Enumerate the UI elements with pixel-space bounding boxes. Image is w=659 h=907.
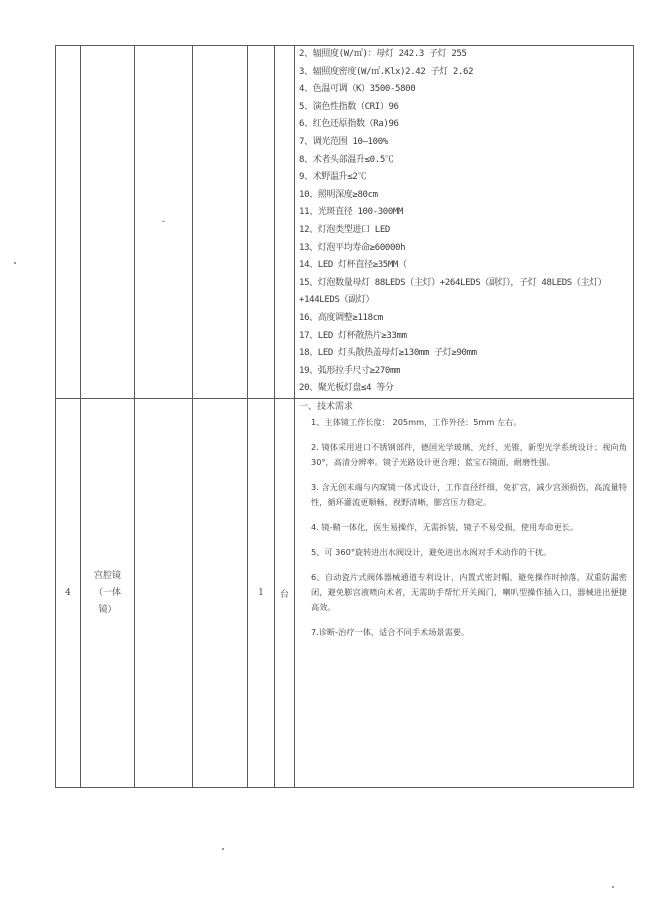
requirement-item: 3. 含无创末端与内窥镜一体式设计，工作直径纤细，免扩宫，减少宫颈损伤，高流量特性，循环灌流更顺畅，视野清晰，膨宫压力稳定。 bbox=[311, 482, 627, 507]
spec-list bbox=[295, 46, 633, 398]
spec-item: 14、LED 灯杯直径≥35MM（ bbox=[299, 260, 407, 271]
spec-item: 11、光斑直径 100-300MM bbox=[299, 207, 404, 218]
requirement-item: 6、自动瓷片式阀体器械通道专利设计，内置式密封帽，避免操作时掉落，双重防漏密闭，避免膨宫液喷向术者，无需助手帮忙开关阀门，喇叭型操作插入口，器械进出便捷高效。 bbox=[311, 572, 627, 612]
scan-speck bbox=[222, 848, 224, 850]
requirement-item: 2. 镜体采用进口不锈钢部件，德国光学玻璃、光纤、光锥，新型光学系统设计；视向角 30°，高清分辨率。镜子光路设计更合理；蓝宝石镜面，耐磨性强。 bbox=[311, 442, 627, 467]
spec-item: 17、LED 灯杯散热片≥33mm bbox=[299, 330, 407, 341]
name-cell bbox=[81, 399, 135, 788]
index-cell bbox=[56, 46, 81, 399]
spec-item: 15、灯泡数量母灯 88LEDS（主灯）+264LEDS（副灯），子灯 48LEDS（主灯）+144LEDS（副灯） bbox=[299, 277, 607, 306]
spec-item: 4、色温可调（K）3500-5800 bbox=[299, 84, 416, 95]
spec-item: 18、LED 灯头散热盖母灯≥130mm 子灯≥90mm bbox=[299, 348, 477, 359]
index-cell bbox=[56, 399, 81, 788]
spec-item: 20、聚光板灯盘≤4 等分 bbox=[299, 383, 394, 394]
spec-item: 12、灯泡类型进口 LED bbox=[299, 225, 390, 235]
spec-table bbox=[55, 45, 634, 788]
spec-item: 10、照明深度≥80cm bbox=[299, 189, 378, 200]
requirement-item: 7.诊断-治疗一体，适合不同手术场景需要。 bbox=[311, 627, 470, 637]
requirements-cell bbox=[295, 399, 634, 788]
requirements-heading: 一、技术需求 bbox=[299, 402, 354, 412]
quantity: 1 bbox=[258, 588, 264, 598]
spec-cell bbox=[295, 46, 634, 399]
spec-item: 3、辐照度密度(W/㎡.Klx)2.42 子灯 2.62 bbox=[299, 66, 474, 77]
qty-cell bbox=[248, 46, 275, 399]
spec-item: 8、术者头部温升≤0.5℃ bbox=[299, 154, 394, 165]
product-name-line: （一体 bbox=[93, 587, 121, 598]
requirement-item: 1、主体镜工作长度： 205mm，工作外径：5mm 左右。 bbox=[311, 417, 522, 427]
unit-cell bbox=[275, 399, 295, 788]
spec-item: 9、术野温升≤2℃ bbox=[299, 172, 367, 183]
spec-item: 13、灯泡平均寿命≥60000h bbox=[299, 242, 406, 253]
mark-cell bbox=[135, 46, 193, 399]
product-name-line: 镜） bbox=[98, 604, 117, 615]
spec-item: 16、高度调整≥118cm bbox=[299, 312, 383, 323]
spec-item: 5、演色性指数（CRI）96 bbox=[299, 101, 399, 112]
blank-cell bbox=[193, 399, 248, 788]
spec-item: 2、辐照度(W/㎡)：母灯 242.3 子灯 255 bbox=[299, 49, 467, 60]
requirement-item: 5、可 360°旋转进出水阀设计，避免进出水阀对手术动作的干扰。 bbox=[311, 547, 552, 557]
spec-item: 19、弧形拉手尺寸≥270mm bbox=[299, 365, 401, 376]
mark-text: - bbox=[161, 217, 166, 227]
product-name-line: 宫腔镜 bbox=[93, 570, 121, 581]
requirements bbox=[295, 399, 633, 654]
scan-speck bbox=[612, 886, 614, 888]
row-index: 4 bbox=[65, 588, 71, 598]
spec-item: 7、调光范围 10—100% bbox=[299, 137, 388, 148]
spec-item: 6、红色还原指数（Ra)96 bbox=[299, 119, 399, 130]
unit: 台 bbox=[279, 589, 289, 600]
table-row bbox=[56, 399, 634, 788]
scan-speck bbox=[14, 262, 16, 264]
blank-cell bbox=[193, 46, 248, 399]
unit-cell bbox=[275, 46, 295, 399]
blank-cell bbox=[135, 399, 193, 788]
qty-cell bbox=[248, 399, 275, 788]
table-row bbox=[56, 46, 634, 399]
requirement-item: 4. 镜-鞘一体化，医生易操作，无需拆装，镜子不易受损，使用寿命更长。 bbox=[311, 522, 579, 532]
name-cell bbox=[81, 46, 135, 399]
